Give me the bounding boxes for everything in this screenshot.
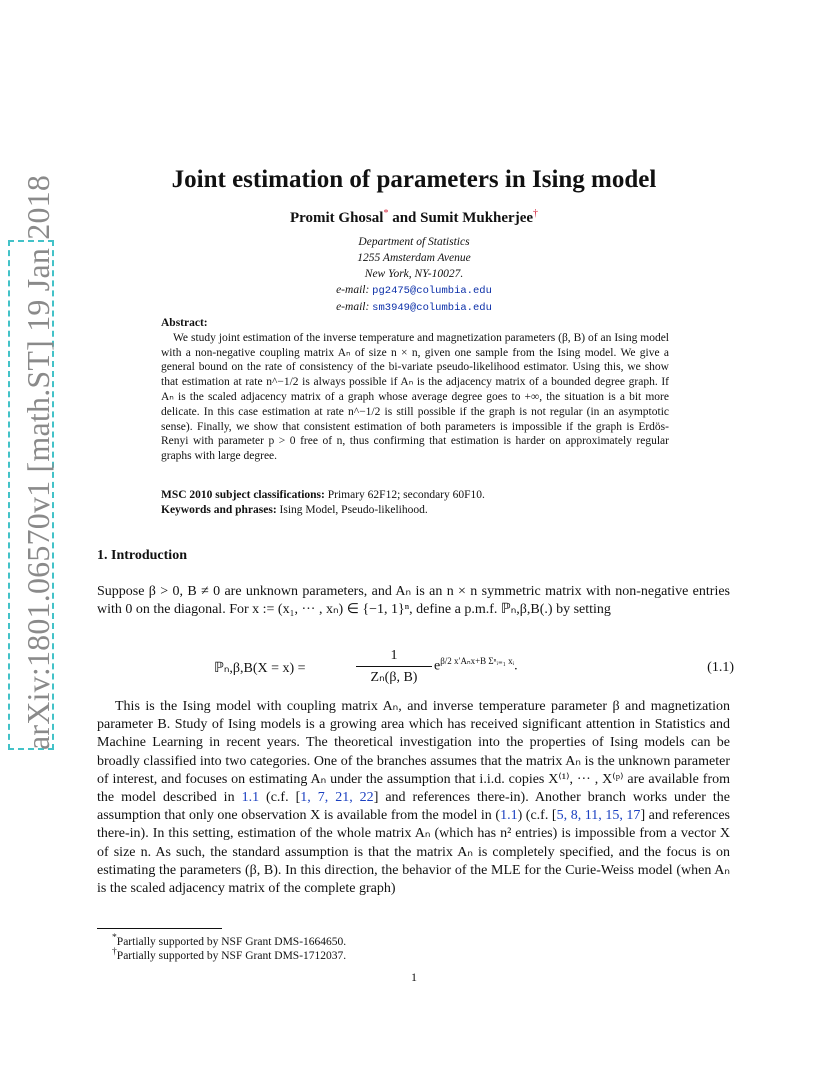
section-heading: 1. Introduction <box>97 548 187 563</box>
arxiv-stamp: arXiv:1801.06570v1 [math.ST] 19 Jan 2018 <box>20 174 56 750</box>
email-link-1[interactable]: pg2475@columbia.edu <box>372 285 492 297</box>
author-line <box>0 208 828 227</box>
abstract <box>161 316 669 464</box>
footnote-1-text: Partially supported by NSF Grant DMS-1664650. <box>116 935 347 948</box>
email-label-2: e-mail: <box>336 301 373 313</box>
footnote-2-mark: † <box>112 946 117 957</box>
author-2-mark: † <box>533 208 539 219</box>
page-number: 1 <box>411 970 417 984</box>
msc-value: Primary 62F12; secondary 60F10. <box>324 489 485 501</box>
abstract-heading: Abstract: <box>161 317 208 329</box>
paragraph-1: Suppose β > 0, B ≠ 0 are unknown parameters, and Aₙ is an n × n symmetric matrix with non-negative entries with 0 on the diagonal. For x := (x₁, ··· , xₙ) ∈ {−1, 1}ⁿ, define a p.m.f. ℙₙ,β,B(.) by setting <box>97 584 730 618</box>
citation-link-3[interactable]: 1.1 <box>500 808 518 824</box>
email-link-2[interactable]: sm3949@columbia.edu <box>372 302 492 314</box>
author-1: Promit Ghosal <box>289 210 384 226</box>
affiliation-street: 1255 Amsterdam Avenue <box>357 252 471 264</box>
abstract-text: We study joint estimation of the inverse temperature and magnetization parameters (β, B) of an Ising model with a non-negative coupling matrix Aₙ of size n × n, given one sample from the Ising model. We give a general bound on the rate of consistency of the bi-variate pseudo-likelihood estimator. Using this, we show that estimation at rate n^−1/2 is always possible if Aₙ is the adjacency matrix of a bounded degree graph. If Aₙ is the scaled adjacency matrix of a graph whose average degree goes to +∞, the situation is a bit more delicate. In this case estimation at rate n^−1/2 is still possible if the graph is not regular (in an asymptotic sense). Finally, we show that consistent estimation of both parameters is impossible if the graph is Erdös-Renyi with parameter p > 0 free of n, thus confirming that estimation is harder on approximately regular graphs with large degree. <box>161 331 669 463</box>
author-1-mark: * <box>383 208 389 219</box>
para2-text-4: ) (c.f. [ <box>517 808 557 824</box>
classifications <box>161 488 669 518</box>
keywords-value: Ising Model, Pseudo-likelihood. <box>276 504 428 516</box>
equation-1-1 <box>214 648 734 694</box>
citation-link-4[interactable]: 5, 8, 11, 15, 17 <box>556 808 641 824</box>
author-and: and <box>388 210 421 226</box>
paper-title: Joint estimation of parameters in Ising model <box>171 166 657 193</box>
equation-exponential <box>434 656 518 675</box>
para2-text-2: (c.f. [ <box>259 790 301 806</box>
affiliation-dept: Department of Statistics <box>358 236 470 248</box>
footnote-rule <box>97 928 222 929</box>
paragraph-2 <box>97 698 730 898</box>
exp-exponent: β/2 x′Aₙx+B Σⁿᵢ₌₁ xᵢ <box>440 656 515 666</box>
fraction-bar <box>356 666 432 667</box>
para2-text-5: ] and references there-in). In this setting, estimation of the whole matrix Aₙ (which has n² entries) is impossible from a vector X of size n. As such, the standard assumption is that the matrix Aₙ is completely specified, and the focus is on estimating the parameters (β, B). In this direction, the behavior of the MLE for the Curie-Weiss model (when Aₙ is the scaled adjacency matrix of the complete graph) <box>97 808 730 897</box>
equation-lhs: ℙₙ,β,B(X = x) = <box>214 661 306 676</box>
equation-tail: . <box>514 658 518 674</box>
equation-fraction <box>356 648 432 686</box>
citation-link-1[interactable]: 1.1 <box>241 790 260 806</box>
affiliation-city: New York, NY-10027. <box>364 268 464 280</box>
footnote-1-mark: * <box>112 932 117 943</box>
equation-number: (1.1) <box>707 660 734 675</box>
exp-base: e <box>434 658 441 674</box>
keywords-label: Keywords and phrases: <box>161 504 277 516</box>
equation-denominator: Zₙ(β, B) <box>370 670 418 685</box>
affiliation <box>0 234 828 316</box>
footnote-2 <box>112 946 346 962</box>
citation-link-2[interactable]: 1, 7, 21, 22 <box>300 790 374 806</box>
msc-label: MSC 2010 subject classifications: <box>161 489 325 501</box>
para2-text-3: ] and references there-in). Another branch works under the assumption that only one observation X is available from the model in ( <box>97 790 731 824</box>
footnote-2-text: Partially supported by NSF Grant DMS-1712037. <box>116 949 347 962</box>
author-2: Sumit Mukherjee <box>420 210 534 226</box>
equation-numerator: 1 <box>390 648 398 663</box>
para2-text-1: This is the Ising model with coupling matrix Aₙ, and inverse temperature parameter β and magnetization parameter B. Study of Ising models is a growing area which has received significant attention in Statistics and Machine Learning in recent years. The theoretical investigation into the properties of Ising models can be broadly classified into two categories. One of the branches assumes that the matrix Aₙ is the unknown parameter of interest, and focuses on estimating Aₙ under the assumption that i.i.d. copies X⁽¹⁾, ··· , X⁽ᵖ⁾ are available from the model described in <box>97 699 730 806</box>
email-label-1: e-mail: <box>336 284 373 296</box>
